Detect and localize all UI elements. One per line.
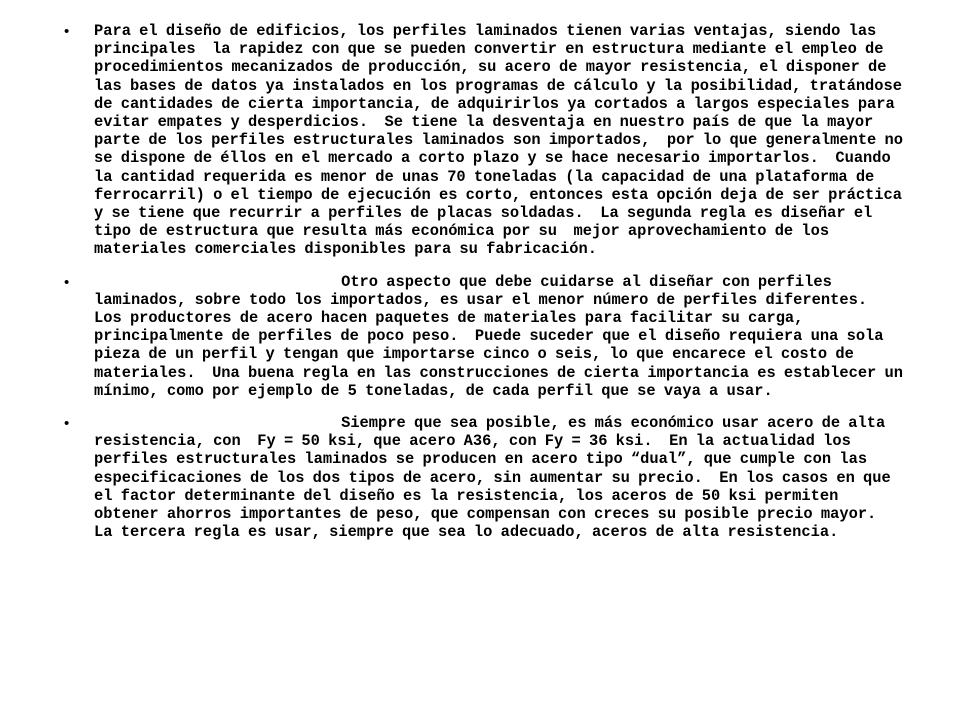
bullet-icon: • [64, 415, 70, 433]
bullet-list [64, 22, 912, 555]
paragraph-1: Para el diseño de edificios, los perfiles laminados tienen varias ventajas, siendo las principales la rapidez con que se pueden convertir en estructura mediante el empleo de procedimientos mecanizados de producción, su acero de mayor resistencia, el disponer de las bases de datos ya instalados en los programas de cálculo y la posibilidad, tratándose de cantidades de cierta importancia, de adquirirlos ya cortados a largos especiales para evitar empates y desperdicios. Se tiene la desventaja en nuestro país de que la mayor parte de los perfiles estructurales laminados son importados, por lo que generalmente no se dispone de éllos en el mercado a corto plazo y se hace necesario importarlos. Cuando la cantidad requerida es menor de unas 70 toneladas (la capacidad de una plataforma de ferrocarril) o el tiempo de ejecución es corto, entonces esta opción deja de ser práctica y se tiene que recurrir a perfiles de placas soldadas. La segunda regla es diseñar el tipo de estructura que resulta más económica por su mejor aprovechamiento de los materiales comerciales disponibles para su fabricación. [94, 22, 912, 259]
bullet-icon: • [64, 273, 70, 291]
bullet-item-2 [64, 272, 912, 400]
paragraph-3: Siempre que sea posible, es más económico usar acero de alta resistencia, con Fy = 50 ksi, que acero A36, con Fy = 36 ksi. En la actualidad los perfiles estructurales laminados se producen en acero tipo “dual”, que cumple con las especificaciones de los dos tipos de acero, sin aumentar su precio. En los casos en que el factor determinante del diseño es la resistencia, los aceros de 50 ksi permiten obtener ahorros importantes de peso, que compensan con creces su posible precio mayor. La tercera regla es usar, siempre que sea lo adecuado, aceros de alta resistencia. [94, 414, 900, 542]
bullet-item-3 [64, 414, 904, 541]
bullet-item-1 [64, 22, 912, 259]
paragraph-2: Otro aspecto que debe cuidarse al diseñar con perfiles laminados, sobre todo los importados, es usar el menor número de perfiles diferentes. Los productores de acero hacen paquetes de materiales para facilitar su carga, principalmente de perfiles de poco peso. Puede suceder que el diseño requiera una sola pieza de un perfil y tengan que importarse cinco o seis, lo que encarece el costo de materiales. Una buena regla en las construcciones de cierta importancia es establecer un mínimo, como por ejemplo de 5 toneladas, de cada perfil que se vaya a usar. [94, 272, 912, 400]
bullet-icon: • [64, 23, 70, 40]
